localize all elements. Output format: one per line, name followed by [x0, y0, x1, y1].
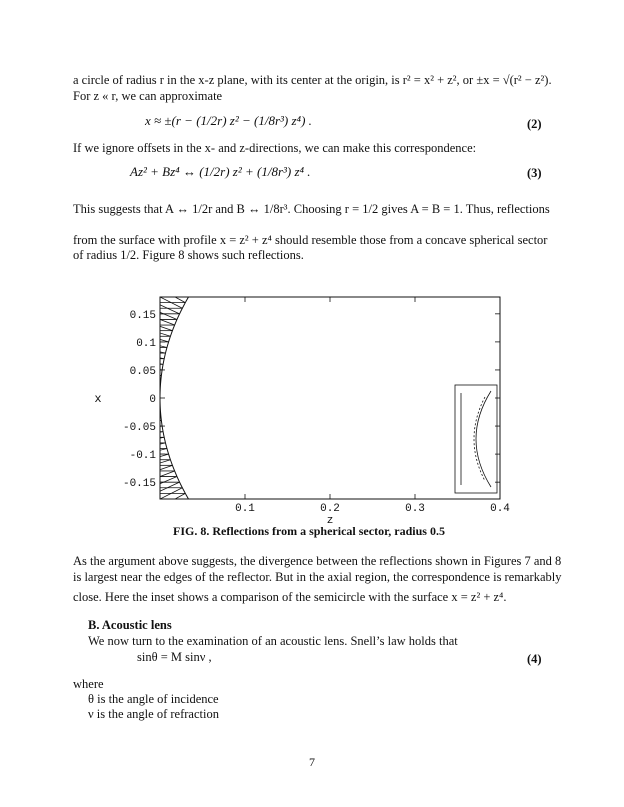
paragraph-4-line-2: is largest near the edges of the reflector. But in the axial region, the correspondence is remarkably — [73, 570, 562, 584]
reflected-ray — [0, 460, 170, 545]
paragraph-2: If we ignore offsets in the x- and z-directions, we can make this correspondence: — [73, 141, 477, 155]
paragraph-3-line-1: This suggests that A ↔ 1/2r and B ↔ 1/8r³. Choosing r = 1/2 gives A = B = 1. Thus, reflections — [73, 202, 550, 216]
reflected-ray — [0, 285, 185, 303]
paragraph-3-line-3: of radius 1/2. Figure 8 shows such reflections. — [73, 248, 304, 262]
equation-2: x ≈ ±(r − (1/2r) z² − (1/8r³) z⁴) . — [145, 113, 312, 128]
intro-line-1: a circle of radius r in the x-z plane, with its center at the origin, is r² = x² + z², or ±x = √(r² − z²). — [73, 73, 552, 87]
plot-frame — [160, 297, 500, 499]
page-number: 7 — [309, 755, 315, 769]
figure-8-plot — [0, 285, 624, 545]
y-tick-label: -0.1 — [129, 450, 156, 463]
definition-nu: ν is the angle of refraction — [88, 707, 219, 721]
reflected-ray — [0, 285, 172, 331]
reflected-ray — [0, 493, 185, 545]
y-tick-label: 0.1 — [136, 337, 156, 350]
equation-3: Az² + Bz⁴ ↔ (1/2r) z² + (1/8r³) z⁴ . — [130, 164, 311, 179]
y-axis-label: x — [94, 392, 102, 406]
equation-4-number: (4) — [527, 652, 542, 666]
x-axis-label: z — [326, 515, 334, 527]
x-tick-label: 0.4 — [490, 503, 510, 515]
y-tick-label: 0.15 — [129, 309, 156, 322]
figure-caption: FIG. 8. Reflections from a spherical sector, radius 0.5 — [173, 524, 445, 538]
equation-3-number: (3) — [527, 166, 542, 180]
y-tick-label: 0 — [149, 394, 156, 406]
reflected-ray — [0, 285, 163, 364]
reflected-ray — [0, 285, 161, 376]
section-heading-acoustic-lens: B. Acoustic lens — [88, 618, 172, 632]
intro-line-2: For z « r, we can approximate — [73, 89, 223, 103]
paragraph-5: We now turn to the examination of an acoustic lens. Snell’s law holds that — [88, 634, 458, 648]
x-tick-label: 0.1 — [235, 503, 255, 515]
reflected-ray — [0, 482, 180, 545]
reflected-ray — [0, 454, 169, 545]
reflected-ray — [0, 285, 162, 370]
paragraph-4-line-1: As the argument above suggests, the divergence between the reflections shown in Figures 7 and 8 — [73, 554, 562, 568]
paragraph-3-line-2: from the surface with profile x = z² + z⁴ should resemble those from a concave spherical sector — [73, 233, 548, 247]
reflected-ray — [0, 488, 182, 545]
definition-theta: θ is the angle of incidence — [88, 692, 219, 706]
x-tick-label: 0.3 — [405, 503, 425, 515]
paragraph-4-line-3: close. Here the inset shows a comparison of the semicircle with the surface x = z² + z⁴. — [73, 590, 507, 604]
x-tick-label: 0.2 — [320, 503, 340, 515]
equation-4: sinθ = M sinν , — [137, 650, 212, 664]
y-tick-label: -0.15 — [122, 478, 156, 491]
reflected-ray — [0, 449, 167, 546]
equation-2-number: (2) — [527, 117, 542, 131]
where-label: where — [73, 677, 104, 691]
reflected-ray — [0, 285, 182, 308]
y-tick-label: -0.05 — [122, 422, 156, 435]
y-tick-label: 0.05 — [129, 365, 156, 378]
